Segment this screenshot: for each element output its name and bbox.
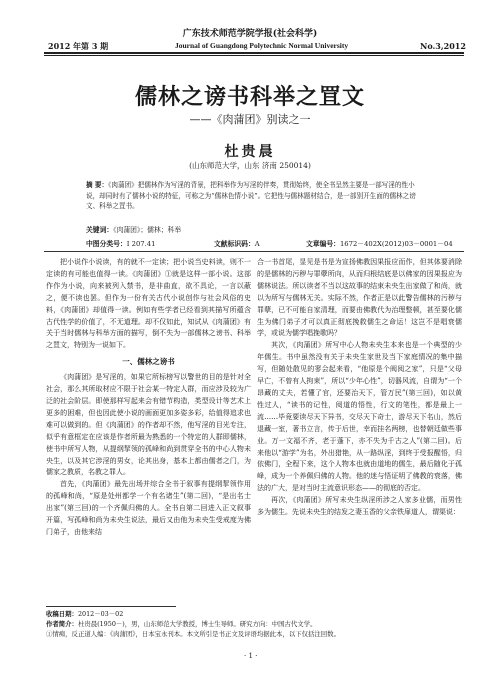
footnote-source-note: ①情痴，反正道人编：《肉蒲团》，日本宝永刊本。本文所引是书正文及评语均据此本，以下仅括注回数。 <box>46 630 340 638</box>
journal-title-en: Journal of Guangdong Polytechnic Normal University <box>175 41 349 50</box>
journal-title-cn: 广东技术师范学院学报(社会科学) <box>182 29 318 39</box>
doc-code-field <box>214 238 306 248</box>
paragraph: 《肉蒲团》是写淫的，如果它所标榜写以警世的目的是针对全社会，那么其所取材应不限于社会某一特定人群，而应涉及较为广泛的社会阶层。即使那样写起来会有错节构造，类型设计等艺术上更多的困难，但也因此使小说的画面更加多姿多彩，给值得追求也难可以做到的。但《肉蒲团》的作者却不然，他写淫的目光专注，似乎有意框定在应该是作者所最为熟悉的一个特定的人群即儒林，使书中所写人物，从提纲挈领的孤峰和尚到贯穿全书的中心人物未央生，以及其它涉淫的男女，论其出身，基本上都由儒者之门，为儒家之教质，名教之罪人。 <box>46 373 251 477</box>
author-bio-text: 杜贵晨(1950－)，男，山东师范大学教授，博士生导师。研究方向：中国古代文学。 <box>77 620 317 628</box>
keywords-text: 《肉蒲团》；儒林；科举 <box>113 226 182 234</box>
clc-field <box>86 238 214 248</box>
abstract-label: 摘 要： <box>86 181 109 189</box>
clc-label: 中图分类号： <box>86 240 127 248</box>
article-author: 杜贵晨 <box>224 144 276 160</box>
body-column-right <box>257 257 462 607</box>
keywords <box>86 224 426 234</box>
abstract <box>86 180 426 212</box>
article-no-label: 文章编号： <box>306 240 340 248</box>
header-rule-thin <box>44 55 464 56</box>
article-no-field <box>306 238 453 248</box>
doc-code-value: A <box>254 240 260 248</box>
section-heading: 一、儒林之谤书 <box>122 357 175 367</box>
paragraph: 合一书首尾，显见是书是为宣扬佛教因果报应而作，但其体要消除的是儒林的污秽与罪孽所向，从而归根结底是以佛家的因果报应为儒林说法。所以读者不当以这故事的结束未央生出家做了和尚，就以为所写与儒林无关。实际不然，作者正是以此警告儒林的污秽与罪孽，已不可能自家清理，而要由佛教代为治理整顿，甚至要化儒生为佛门弟子才可以真正彻底挽救儒生之命运！这岂不是唱衰儒学，或说为儒学唱挽歌吗？ <box>257 258 462 338</box>
issue-label-right: No.3,2012 <box>420 41 466 51</box>
body-column-left <box>46 257 251 599</box>
article-no-value: 1672－402X(2012)03－0001－04 <box>339 240 453 248</box>
article-subtitle: ——《肉蒲团》别读之一 <box>189 113 311 126</box>
header-rule-thick <box>44 52 464 54</box>
keywords-label: 关键词： <box>86 226 114 234</box>
doc-code-label: 文献标识码： <box>214 240 255 248</box>
abstract-text: 《肉蒲团》把儒林作为写淫的背景，把科举作为写淫的伴奏，贯彻始终，使全书呈然主要是一部写淫的性小说，却同时有了儒林小说的特征，可称之为“儒林色情小说”。它把性与儒林题材结合，是一部别开生面的儒林之谤文、科举之罝书。 <box>86 181 416 211</box>
paragraph: 其次，《肉蒲团》所写中心人物未央生本来也是一个典型的少年儒生。书中虽然没有关于未央生家世及当下家庭情况的集中描写，但随处散见的寥会起来看，“他原是个阀阅之家”，只是“父母早亡，不曾有人拘束”，所以“少年心性”，切器风流，自谓为“一个昂藏的丈夫，若懂了官，还要治天下，管万民”(第三回)，如以黄性过人，“读书的记性，阅道的悟性，行文的笔性，都是最上一流……毕竟要读尽天下异书，交尽天下奇士，游尽天下名山，然后退藏一室，著书立言，传于后世，幸而挂名两榜，也替朝廷做些事业。万一文福不齐，老于蓬下，亦不失为千古之人”(第二回)。后来他以“游学”为名，外出猎艳，从一路纵淫，到终于受报醒悟，归依佛门，全程下来，这个人物本也就由道地的儒生，最后随化于孤峰，成为一个养佩归佛的人物。他的迷与悟证明了佛教的衰落，佛法的广大，是对当时主流意识形态——的彻底的否定。 <box>257 341 462 493</box>
author-affiliation: (山东师范大学，山东 济南 250014) <box>189 161 311 170</box>
author-bio-label: 作者简介： <box>46 620 78 628</box>
paragraph: 把小说作小说读，有的就不一定读；把小说当史料读，则不一定读的有可能也值得一读。《肉蒲团》①就是这样一部小说。这部作作为小说，向来被列入禁书，是非曲直，欲不具论，一言以蔽之，便不读也罢。但作为一份有关古代小说创作与社会风俗的史料，《肉蒲团》却值得一读。例如有些学者已经看到其描写所蕴含古代性学的价值了，不无道理。却不仅如此，知试从《肉蒲团》有关于当时儒林与科举方面的描写，倒不失为一部儒林之谤书、科举之罝文，特别为一说如下。 <box>46 258 251 350</box>
footnote-author-bio <box>46 620 466 629</box>
classification-line <box>86 238 466 248</box>
paragraph: 首先，《肉蒲团》最先出场并综合全书于叙事有提纲挈领作用的孤峰和尚，“原是处州都学一个有名诸生”(第二回)，“是出名士出家”(第三回)的一个齐佩归佛的人。全书自第二回进入正文叙事开篇，写孤峰和尚为未央生说法，最后又由他为未央生受戒度为佛门弟子，由他来结 <box>46 480 251 536</box>
received-label: 收稿日期： <box>46 610 78 618</box>
received-date: 2012－03－02 <box>77 610 124 618</box>
footnote-received <box>46 610 466 619</box>
clc-value: I 207.41 <box>126 240 156 248</box>
abstract-separator <box>44 251 464 252</box>
paragraph: 再次，《肉蒲团》所写未央生纵淫所涉之人家多业儒，而男性多为儒生。先说未央生的结发之妻玉香的父亲铁扉道人，谓渠说： <box>257 496 462 517</box>
page-number: · 1 · <box>244 652 258 660</box>
article-title: 儒林之谤书科举之罝文 <box>134 84 365 110</box>
footnote-rule <box>46 606 176 607</box>
issue-label-left: 2012 年第 3 期 <box>48 41 109 51</box>
